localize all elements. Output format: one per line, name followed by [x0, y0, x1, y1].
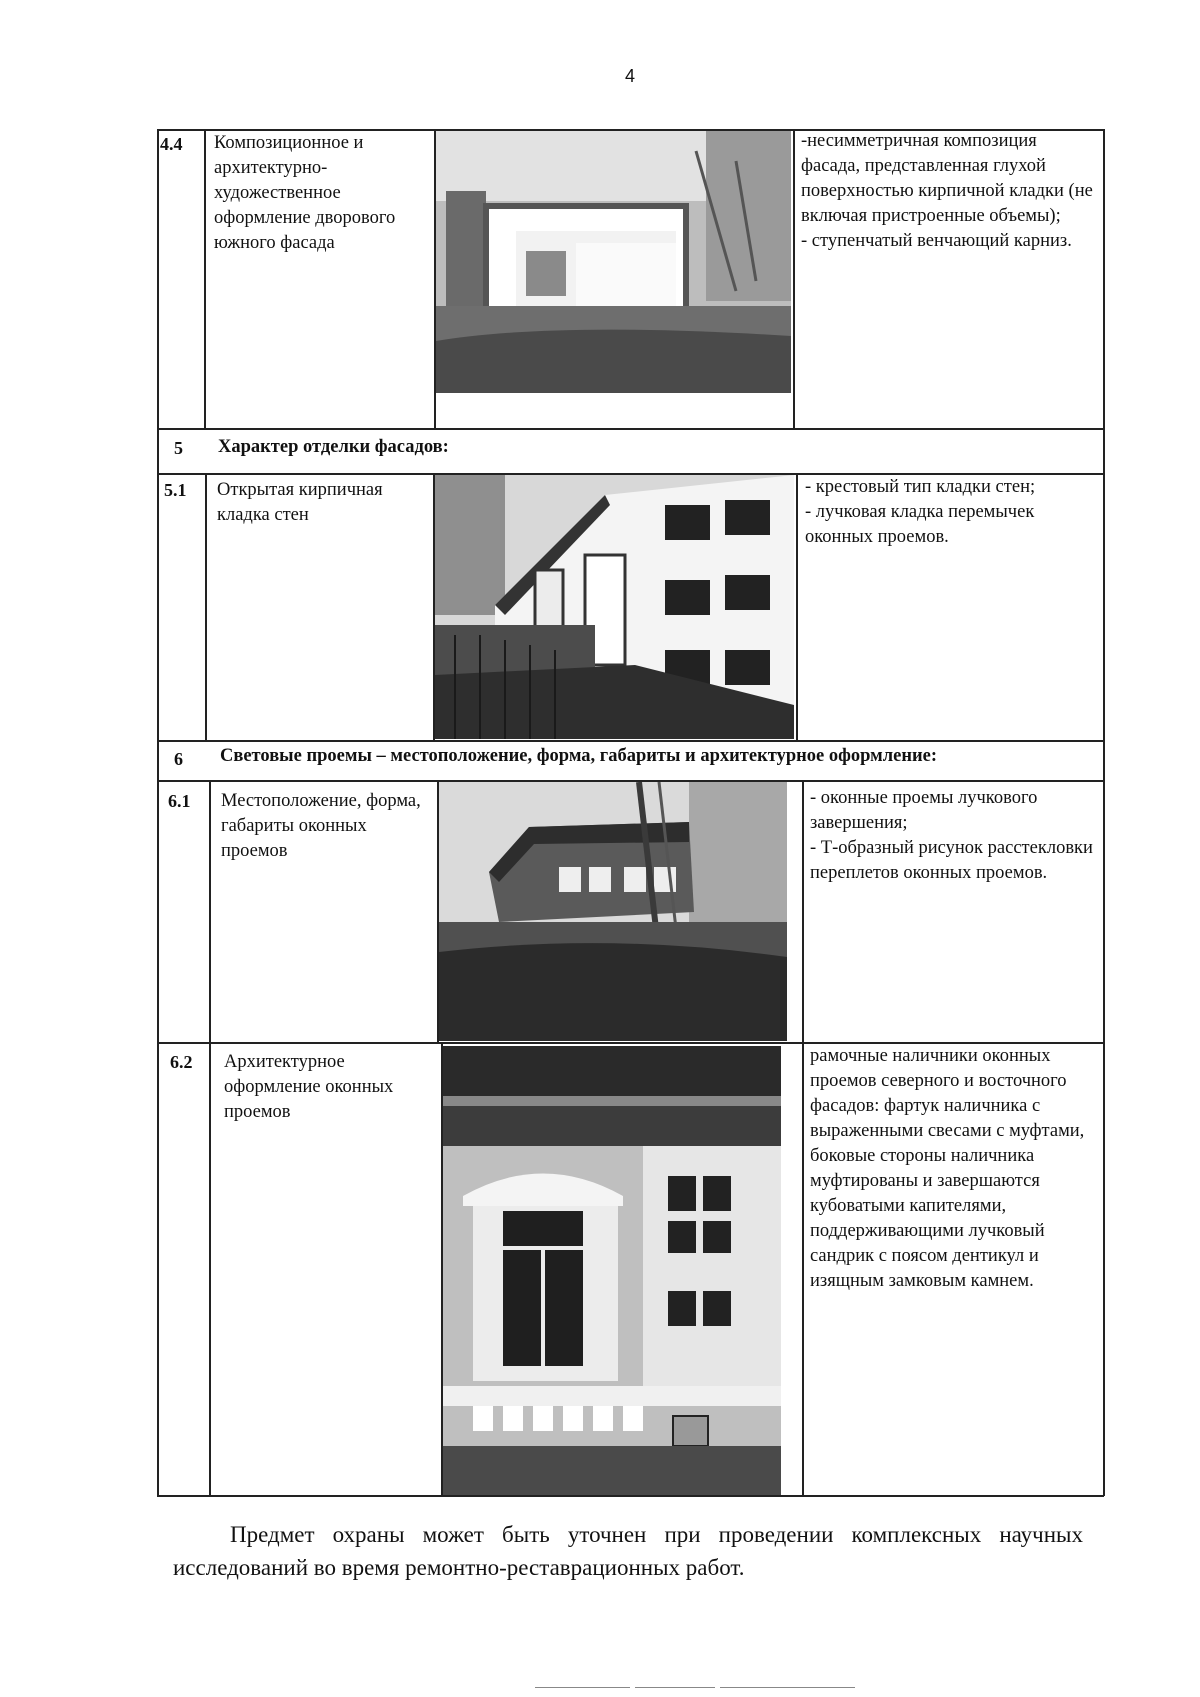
window-decoration-photo: [443, 1046, 781, 1495]
section-number: 6: [174, 749, 183, 769]
row-description: [805, 475, 1099, 550]
description-text: - крестовый тип кладки стен; - лучковая кладка перемычек оконных проемов.: [805, 477, 1036, 547]
row-title: Открытая кирпичная кладка стен: [217, 480, 383, 525]
row-title: Архитектурное оформление оконных проемов: [224, 1052, 394, 1122]
courtyard-south-facade-photo: [436, 131, 791, 393]
footer-paragraph: [173, 1518, 1083, 1584]
decoration-photo-graphic: [443, 1046, 781, 1495]
row-number: 6.2: [170, 1052, 193, 1072]
description-text: - оконные проемы лучкового завершения; - Т-образный рисунок расстекловки переплетов оконных проемов.: [810, 788, 1093, 883]
courtyard-photo-graphic: [436, 131, 791, 393]
row-title: Композиционное и архитектурно-художественное оформление дворового южного фасада: [214, 133, 396, 253]
col-divider: [209, 780, 211, 1495]
table-border-bottom: [157, 1495, 1104, 1497]
row-number: 6.1: [168, 791, 191, 811]
col-divider: [793, 129, 795, 428]
divider: [635, 1687, 715, 1688]
table-border-right: [1103, 129, 1105, 1496]
row-title: Местоположение, форма, габариты оконных проемов: [221, 791, 421, 861]
page-number: 4: [624, 66, 635, 86]
row-divider: [157, 740, 1104, 742]
windows-photo-graphic: [439, 782, 787, 1041]
brick-photo-graphic: [435, 475, 794, 739]
row-divider: [157, 428, 1104, 430]
col-divider: [205, 473, 207, 740]
divider: [720, 1687, 855, 1688]
brick-wall-facade-photo: [435, 475, 794, 739]
row-number: 5.1: [164, 480, 187, 500]
row-description: [801, 129, 1099, 254]
col-divider: [802, 780, 804, 1495]
description-text: рамочные наличники оконных проемов северного и восточного фасадов: фартук наличника с выраженными свесами с муфтами, боковые стороны наличника муфтированы и завершаются кубоватыми капителями, поддерживающими лучковый сандрик с поясом дентикул и изящным замковым камнем.: [810, 1046, 1085, 1291]
row-description: [810, 1044, 1102, 1294]
building-windows-photo: [439, 782, 787, 1041]
footer-text: Предмет охраны может быть уточнен при проведении комплексных научных исследований во время ремонтно-реставрационных работ.: [173, 1522, 1083, 1580]
section-title: Световые проемы – местоположение, форма, габариты и архитектурное оформление:: [220, 746, 938, 766]
section-title: Характер отделки фасадов:: [218, 437, 449, 457]
description-text: -несимметричная композиция фасада, представленная глухой поверхностью кирпичной кладки (не включая пристроенные объемы); - ступенчатый венчающий карниз.: [801, 131, 1093, 251]
table-border-left: [157, 129, 159, 1496]
divider: [535, 1687, 630, 1688]
row-number: 4.4: [160, 134, 183, 154]
col-divider: [796, 473, 798, 740]
row-description: [810, 786, 1098, 886]
col-divider: [204, 129, 206, 428]
section-number: 5: [174, 438, 183, 458]
